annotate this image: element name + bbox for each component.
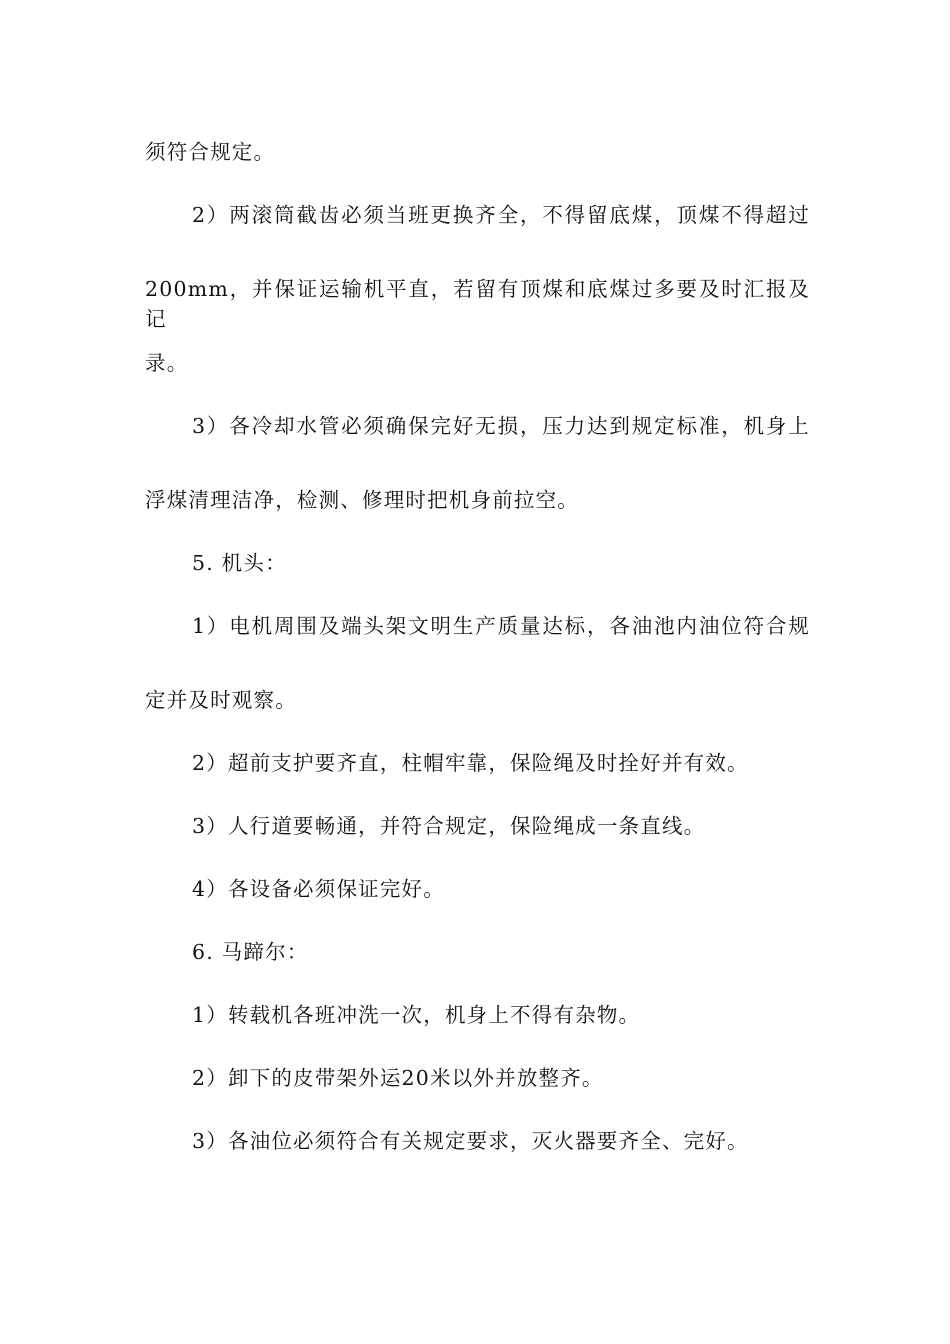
section-5-item-3: 3）人行道要畅通，并符合规定，保险绳成一条直线。 [192,814,706,838]
item-2-line-1: 2）两滚筒截齿必须当班更换齐全，不得留底煤，顶煤不得超过 [192,203,810,227]
section-6-item-2: 2）卸下的皮带架外运20米以外并放整齐。 [192,1066,604,1090]
section-5-item-1-line-1: 1）电机周围及端头架文明生产质量达标，各油池内油位符合规 [192,614,810,638]
text-line-continuation: 须符合规定。 [145,140,276,164]
section-5-item-2: 2）超前支护要齐直，柱帽牢靠，保险绳及时拴好并有效。 [192,751,749,775]
section-5-item-1-line-2: 定并及时观察。 [145,688,297,712]
item-3-line-1: 3）各冷却水管必须确保完好无损，压力达到规定标准，机身上 [192,414,810,438]
section-6-item-3: 3）各油位必须符合有关规定要求，灭火器要齐全、完好。 [192,1129,749,1153]
item-2-line-3: 录。 [145,351,189,375]
item-2-line-2: 200mm，并保证运输机平直，若留有顶煤和底煤过多要及时汇报及记 [145,277,810,331]
section-5-heading: 5. 机头： [192,551,287,575]
section-6-item-1: 1）转载机各班冲洗一次，机身上不得有杂物。 [192,1003,641,1027]
section-6-heading: 6. 马蹄尔： [192,940,309,964]
section-5-item-4: 4）各设备必须保证完好。 [192,877,445,901]
item-3-line-2: 浮煤清理洁净，检测、修理时把机身前拉空。 [145,488,579,512]
